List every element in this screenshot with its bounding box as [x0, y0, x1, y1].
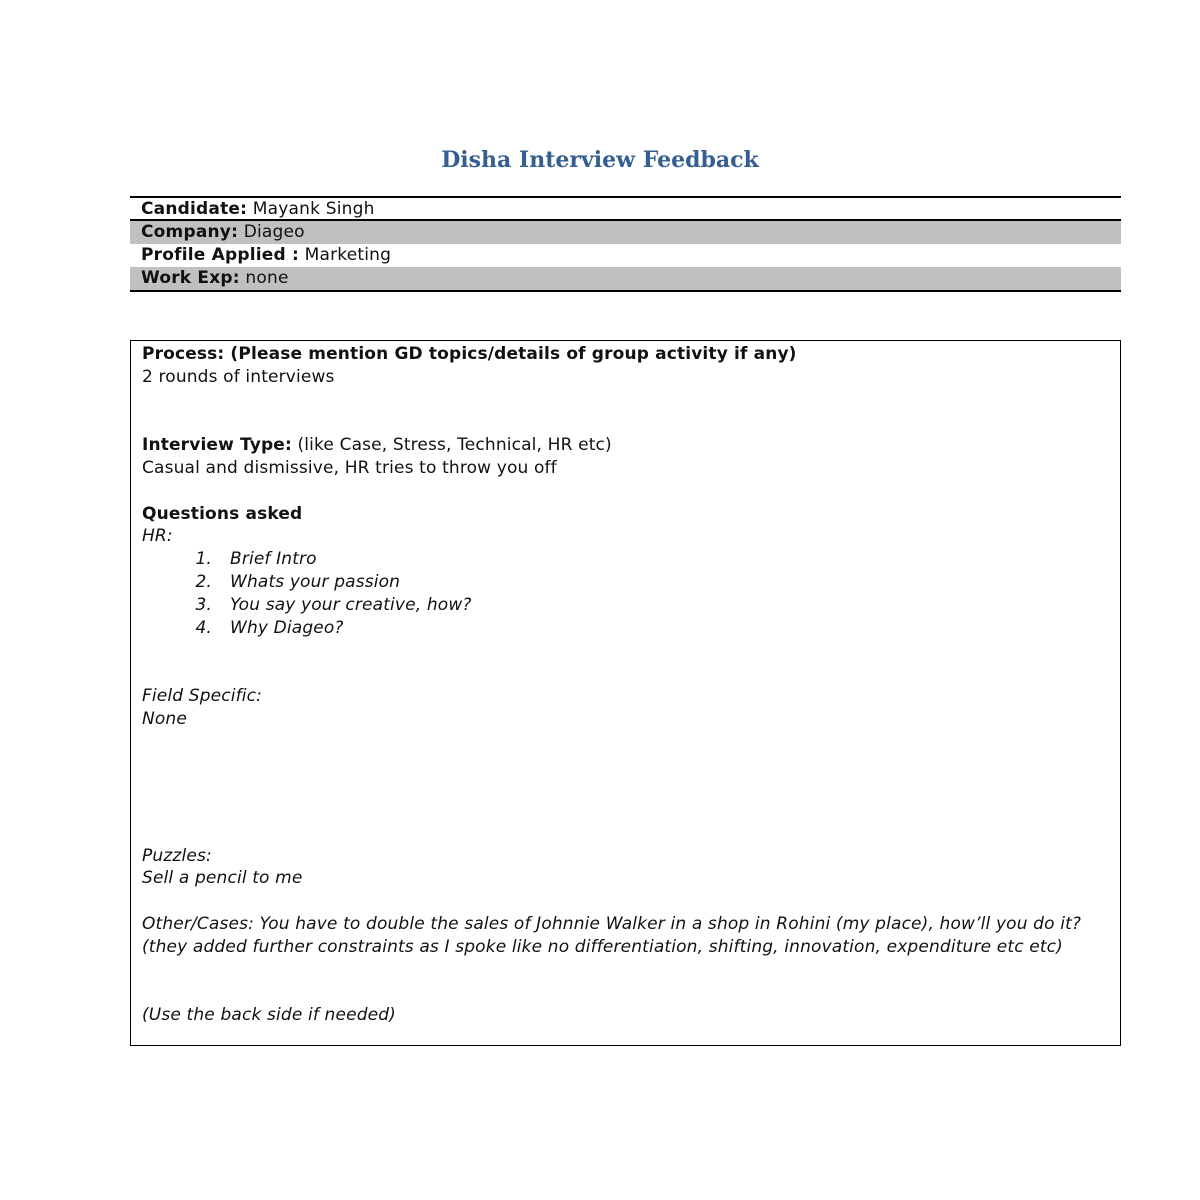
company-row	[130, 221, 1121, 244]
list-item-number: 2.	[195, 571, 212, 592]
hr-label: HR:	[142, 526, 173, 547]
interview-type-text: Casual and dismissive, HR tries to throw you off	[142, 457, 557, 478]
list-item	[142, 571, 1110, 594]
page-title: Disha Interview Feedback	[441, 147, 759, 173]
feedback-box	[130, 340, 1121, 1046]
list-item-number: 1.	[195, 549, 212, 570]
list-item-text: Why Diageo?	[230, 617, 344, 638]
field-specific-label: Field Specific:	[142, 685, 263, 706]
candidate-row	[130, 198, 1121, 221]
candidate-label: Candidate:	[141, 199, 248, 219]
profile-row	[130, 244, 1121, 267]
work-exp-row	[130, 267, 1121, 290]
list-item-number: 3.	[195, 594, 212, 615]
interview-type-hint: (like Case, Stress, Technical, HR etc)	[297, 435, 612, 456]
interview-type-line	[142, 434, 1110, 457]
company-value: Diageo	[243, 222, 305, 242]
other-cases-text: Other/Cases: You have to double the sales of Johnnie Walker in a shop in Rohini (my place), how’ll you do it?	[142, 913, 1082, 934]
interview-type-label: Interview Type:	[142, 435, 292, 456]
puzzles-text: Sell a pencil to me	[142, 868, 303, 889]
profile-value: Marketing	[304, 245, 392, 265]
list-item	[142, 548, 1110, 571]
process-heading: Process: (Please mention GD topics/details of group activity if any)	[142, 344, 797, 364]
list-item-text: Whats your passion	[230, 571, 401, 592]
list-item-text: Brief Intro	[230, 549, 317, 570]
work-exp-value: none	[245, 268, 289, 288]
hr-question-list	[142, 548, 1110, 639]
candidate-info-table	[130, 196, 1121, 292]
profile-label: Profile Applied :	[141, 245, 299, 265]
other-cases-note: (they added further constraints as I spoke like no differentiation, shifting, innovation, expenditure etc etc)	[142, 936, 1063, 957]
questions-heading: Questions asked	[142, 503, 303, 524]
list-item	[142, 617, 1110, 640]
field-specific-text: None	[142, 708, 187, 729]
puzzles-label: Puzzles:	[142, 845, 212, 866]
company-label: Company:	[141, 222, 239, 242]
list-item	[142, 594, 1110, 617]
work-exp-label: Work Exp:	[141, 268, 240, 288]
candidate-value: Mayank Singh	[252, 199, 375, 219]
process-text: 2 rounds of interviews	[142, 366, 335, 387]
list-item-text: You say your creative, how?	[230, 594, 472, 615]
back-side-note: (Use the back side if needed)	[142, 1005, 396, 1026]
list-item-number: 4.	[195, 617, 212, 638]
